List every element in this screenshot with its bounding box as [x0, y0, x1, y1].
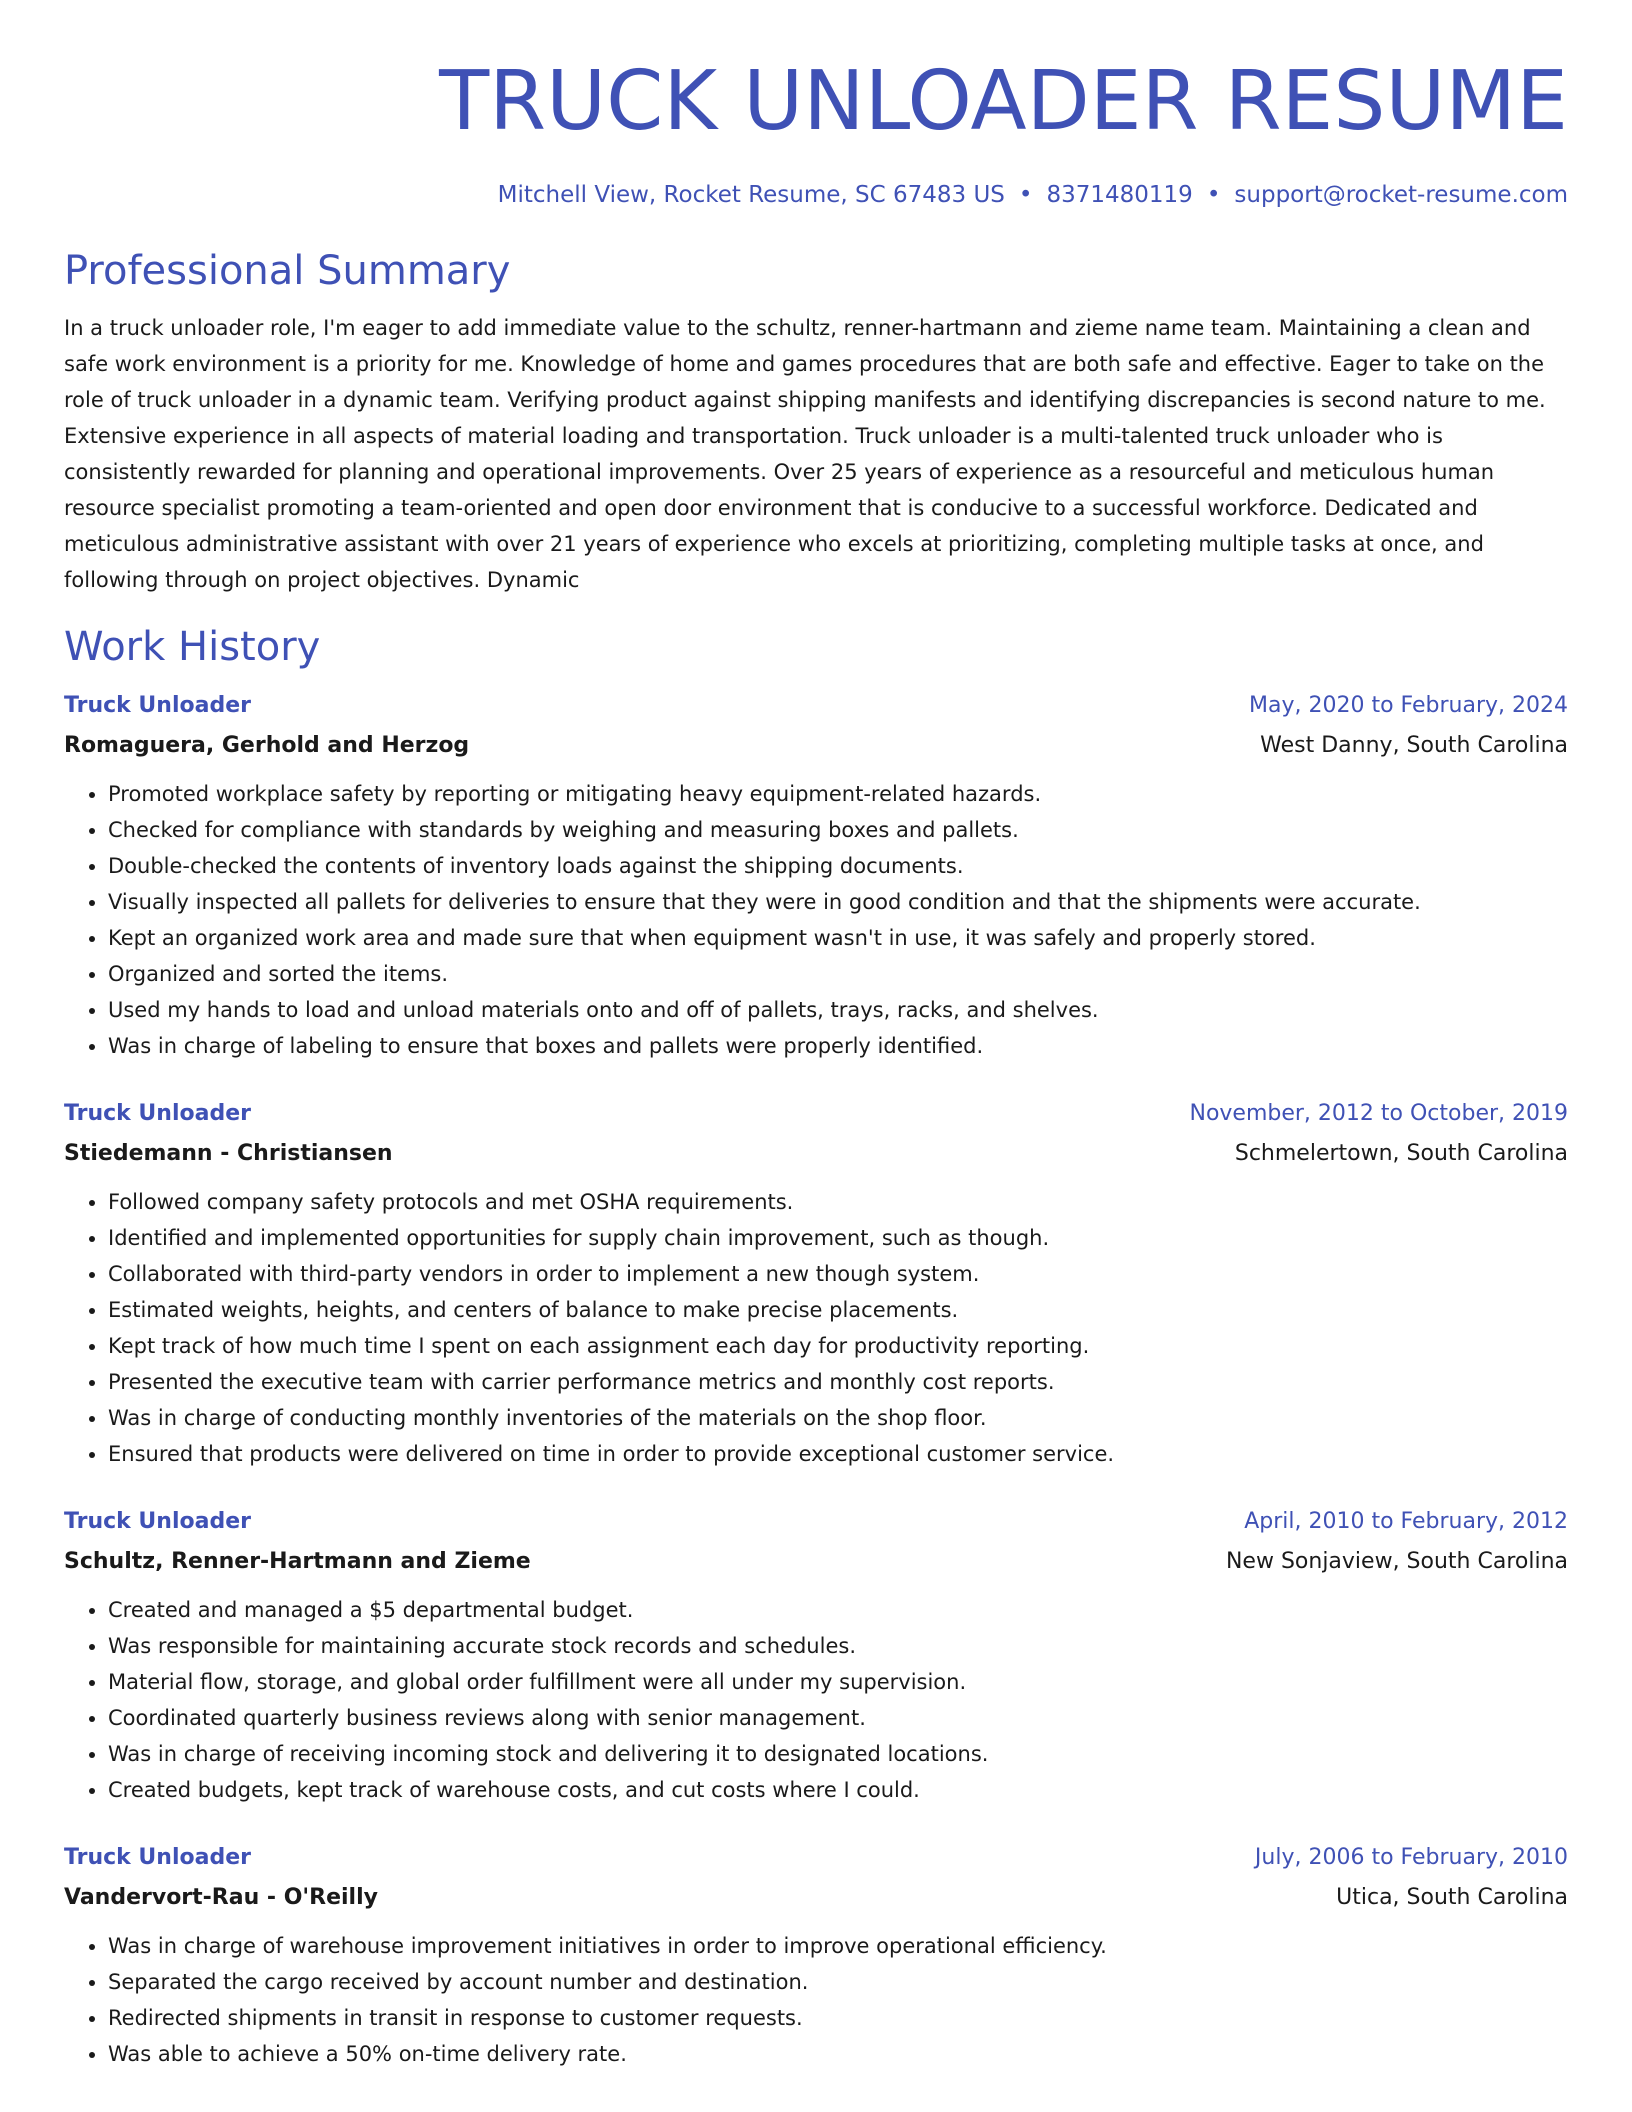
job-bullet: • Was in charge of labeling to ensure that boxes and pallets were properly identified.: [108, 1028, 1568, 1064]
job-bullet: • Ensured that products were delivered on time in order to provide exceptional customer service.: [108, 1436, 1568, 1472]
job-company-row: [64, 1878, 1568, 1918]
job-location: Utica, South Carolina: [1336, 1885, 1568, 1910]
job-bullet: • Estimated weights, heights, and centers of balance to make precise placements.: [108, 1292, 1568, 1328]
job-bullet-list: [64, 776, 1568, 1064]
job-dates: May, 2020 to February, 2024: [1249, 693, 1568, 718]
job-entry: [64, 1838, 1568, 2072]
job-location: West Danny, South Carolina: [1260, 733, 1568, 758]
job-bullet-list: [64, 1592, 1568, 1808]
job-company-row: [64, 726, 1568, 766]
job-bullet-list: [64, 1928, 1568, 2072]
job-dates: November, 2012 to October, 2019: [1189, 1101, 1568, 1126]
contact-phone: 8371480119: [1046, 182, 1193, 208]
summary-text: In a truck unloader role, I'm eager to add immediate value to the schultz, renner-hartmann and zieme name team. Maintaining a clean and safe work environment is a priority for me. Knowledge of home and games procedures that are both safe and effective. Eager to take on the role of truck unloader in a dynamic team. Verifying product against shipping manifests and identifying discrepancies is second nature to me. Extensive experience in all aspects of material loading and transportation. Truck unloader is a multi-talented truck unloader who is consistently rewarded for planning and operational improvements. Over 25 years of experience as a resourceful and meticulous human resource specialist promoting a team-oriented and open door environment that is conducive to a successful workforce. Dedicated and meticulous administrative assistant with over 21 years of experience who excels at prioritizing, completing multiple tasks at once, and following through on project objectives. Dynamic: [64, 316, 1546, 592]
summary-heading: Professional Summary: [64, 248, 511, 294]
job-bullet: • Used my hands to load and unload materials onto and off of pallets, trays, racks, and shelves.: [108, 992, 1568, 1028]
job-bullet: • Identified and implemented opportunities for supply chain improvement, such as though.: [108, 1220, 1568, 1256]
job-entry: [64, 686, 1568, 1064]
contact-address: Mitchell View, Rocket Resume, SC 67483 US: [497, 182, 1005, 208]
job-bullet: • Was in charge of warehouse improvement initiatives in order to improve operational efficiency.: [108, 1928, 1568, 1964]
job-entry: [64, 1094, 1568, 1472]
job-title: Truck Unloader: [64, 1101, 251, 1126]
job-location: New Sonjaview, South Carolina: [1225, 1549, 1568, 1574]
job-title-row: [64, 1502, 1568, 1542]
job-title-row: [64, 1094, 1568, 1134]
job-bullet: • Presented the executive team with carrier performance metrics and monthly cost reports.: [108, 1364, 1568, 1400]
work-history-heading: Work History: [64, 624, 321, 670]
job-bullet: • Was able to achieve a 50% on-time delivery rate.: [108, 2036, 1568, 2072]
job-bullet: • Material flow, storage, and global order fulfillment were all under my supervision.: [108, 1664, 1568, 1700]
job-bullet-list: [64, 1184, 1568, 1472]
job-bullet: • Followed company safety protocols and met OSHA requirements.: [108, 1184, 1568, 1220]
job-list: [64, 686, 1568, 2072]
job-dates: April, 2010 to February, 2012: [1244, 1509, 1568, 1534]
job-bullet: • Created and managed a $5 departmental budget.: [108, 1592, 1568, 1628]
job-company-row: [64, 1542, 1568, 1582]
job-title: Truck Unloader: [64, 693, 251, 718]
job-bullet: • Kept track of how much time I spent on each assignment each day for productivity reporting.: [108, 1328, 1568, 1364]
contact-email[interactable]: support@rocket-resume.com: [1234, 182, 1568, 208]
resume-name: TRUCK UNLOADER RESUME: [439, 54, 1568, 149]
job-company: Stiedemann - Christiansen: [64, 1141, 393, 1166]
separator-dot: •: [1206, 182, 1221, 208]
job-dates: July, 2006 to February, 2010: [1254, 1845, 1568, 1870]
job-company: Schultz, Renner-Hartmann and Zieme: [64, 1549, 531, 1574]
job-bullet: • Was in charge of receiving incoming stock and delivering it to designated locations.: [108, 1736, 1568, 1772]
job-bullet: • Was responsible for maintaining accurate stock records and schedules.: [108, 1628, 1568, 1664]
job-bullet: • Promoted workplace safety by reporting or mitigating heavy equipment-related hazards.: [108, 776, 1568, 812]
contact-line: [64, 180, 1568, 210]
job-company: Romaguera, Gerhold and Herzog: [64, 733, 470, 758]
job-bullet: • Separated the cargo received by account number and destination.: [108, 1964, 1568, 2000]
job-location: Schmelertown, South Carolina: [1234, 1141, 1568, 1166]
job-bullet: • Visually inspected all pallets for deliveries to ensure that they were in good condition and that the shipments were accurate.: [108, 884, 1568, 920]
job-title: Truck Unloader: [64, 1509, 251, 1534]
job-bullet: • Checked for compliance with standards by weighing and measuring boxes and pallets.: [108, 812, 1568, 848]
job-bullet: • Coordinated quarterly business reviews along with senior management.: [108, 1700, 1568, 1736]
job-bullet: • Kept an organized work area and made sure that when equipment wasn't in use, it was safely and properly stored.: [108, 920, 1568, 956]
job-title: Truck Unloader: [64, 1845, 251, 1870]
job-entry: [64, 1502, 1568, 1808]
job-company: Vandervort-Rau - O'Reilly: [64, 1885, 378, 1910]
job-title-row: [64, 1838, 1568, 1878]
job-company-row: [64, 1134, 1568, 1174]
resume-header: [64, 0, 1568, 210]
resume-page: [64, 0, 1568, 2072]
separator-dot: •: [1018, 182, 1033, 208]
job-bullet: • Redirected shipments in transit in response to customer requests.: [108, 2000, 1568, 2036]
job-bullet: • Created budgets, kept track of warehouse costs, and cut costs where I could.: [108, 1772, 1568, 1808]
job-bullet: • Organized and sorted the items.: [108, 956, 1568, 992]
job-bullet: • Was in charge of conducting monthly inventories of the materials on the shop floor.: [108, 1400, 1568, 1436]
job-bullet: • Double-checked the contents of inventory loads against the shipping documents.: [108, 848, 1568, 884]
job-bullet: • Collaborated with third-party vendors in order to implement a new though system.: [108, 1256, 1568, 1292]
job-title-row: [64, 686, 1568, 726]
